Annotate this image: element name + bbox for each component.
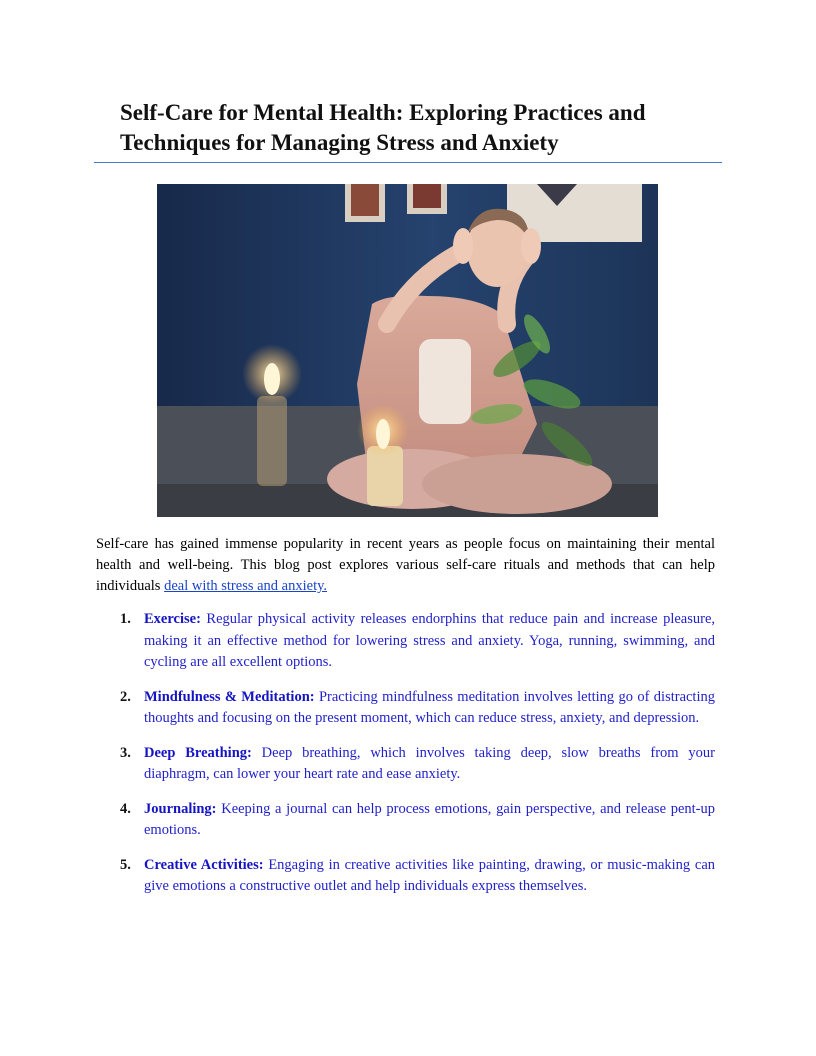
meditation-photo bbox=[157, 184, 658, 517]
article-title: Self-Care for Mental Health: Exploring Practices and Techniques for Managing Stress and Anxiety bbox=[120, 100, 646, 155]
intro-text: Self-care has gained immense popularity in recent years as people focus on maintaining their mental health and well-being. This blog post explores various self-care rituals and methods that can help individuals bbox=[96, 536, 715, 594]
list-item bbox=[96, 743, 715, 786]
list-text: Deep breathing, which involves taking deep, slow breaths from your diaphragm, can lower your heart rate and ease anxiety. bbox=[144, 744, 715, 782]
list-number: 4. bbox=[120, 800, 131, 817]
list-text: Engaging in creative activities like painting, drawing, or music-making can give emotions a constructive outlet and help individuals express themselves. bbox=[144, 856, 715, 894]
stress-anxiety-link[interactable]: deal with stress and anxiety. bbox=[164, 578, 328, 594]
intro-paragraph bbox=[96, 534, 715, 597]
list-term: Exercise: bbox=[144, 611, 201, 627]
list-number: 3. bbox=[120, 744, 131, 761]
list-item bbox=[96, 687, 715, 730]
list-item bbox=[96, 855, 715, 898]
list-term: Deep Breathing: bbox=[144, 744, 252, 761]
list-term: Creative Activities: bbox=[144, 856, 264, 873]
self-care-list bbox=[96, 609, 715, 911]
list-number: 1. bbox=[120, 611, 131, 627]
list-item bbox=[96, 609, 715, 674]
title-underline-rule bbox=[94, 162, 722, 163]
list-text: Regular physical activity releases endorphins that reduce pain and increase pleasure, making it an effective method for lowering stress and anxiety. Yoga, running, swimming, and cycling are all excellent options. bbox=[144, 611, 715, 670]
list-term: Journaling: bbox=[144, 800, 217, 817]
list-term: Mindfulness & Meditation: bbox=[144, 688, 315, 705]
list-number: 5. bbox=[120, 856, 131, 873]
list-text: Keeping a journal can help process emotions, gain perspective, and release pent-up emotions. bbox=[144, 800, 715, 838]
list-number: 2. bbox=[120, 688, 131, 705]
list-item bbox=[96, 799, 715, 842]
list-text: Practicing mindfulness meditation involves letting go of distracting thoughts and focusing on the present moment, which can reduce stress, anxiety, and depression. bbox=[144, 688, 715, 726]
